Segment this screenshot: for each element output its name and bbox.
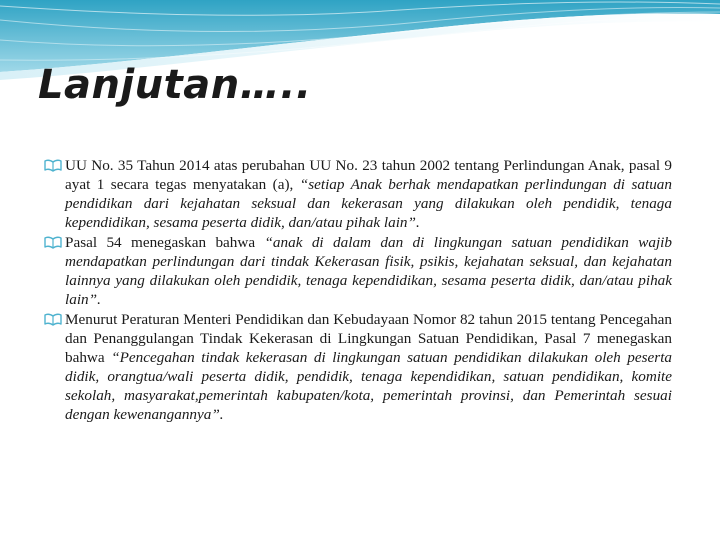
open-book-icon [44,313,62,326]
slide-title: Lanjutan….. [38,62,312,108]
item-text: Menurut Peraturan Menteri Pendidikan dan Kebudayaan Nomor 82 tahun 2015 tentang Pencegahan dan Penanggulangan Tindak Kekerasan di Lingkungan Satuan Pendidikan, Pasal 7 menegaskan bahwa [65,311,672,366]
open-book-icon [44,159,62,172]
item-text: Pasal 54 menegaskan bahwa [65,234,265,251]
item-text: UU No. 35 Tahun 2014 atas perubahan UU No. 23 tahun 2002 tentang Perlindungan Anak, pasal 9 ayat 1 secara tegas menyatakan (a), [65,157,672,193]
item-quote: “anak di dalam dan di lingkungan satuan pendidikan wajib mendapatkan perlindungan dari tindak Kekerasan fisik, psikis, kejahatan seksual, dan kejahatan lainnya yang dilakukan oleh pendidik, tenaga kependidikan, sesama peserta didik, dan/atau pihak lain”. [65,234,672,308]
item-quote: “setiap Anak berhak mendapatkan perlindungan di satuan pendidikan dari kejahatan seksual dan kekerasan yang dilakukan oleh pendidik, tenaga kependidikan, sesama peserta didik, dan/atau pihak lain”. [65,176,672,231]
open-book-icon [44,236,62,249]
list-item [44,233,672,309]
list-item [44,310,672,424]
bullet-list [44,156,672,425]
item-quote: “Pencegahan tindak kekerasan di lingkungan satuan pendidikan dilakukan oleh peserta didik, orangtua/wali peserta didik, pendidik, tenaga kependidikan, satuan pendidikan, komite sekolah, masyarakat,pemerintah kabupaten/kota, pemerintah provinsi, dan Pemerintah sesuai dengan kewenangannya”. [65,349,673,423]
list-item [44,156,672,232]
